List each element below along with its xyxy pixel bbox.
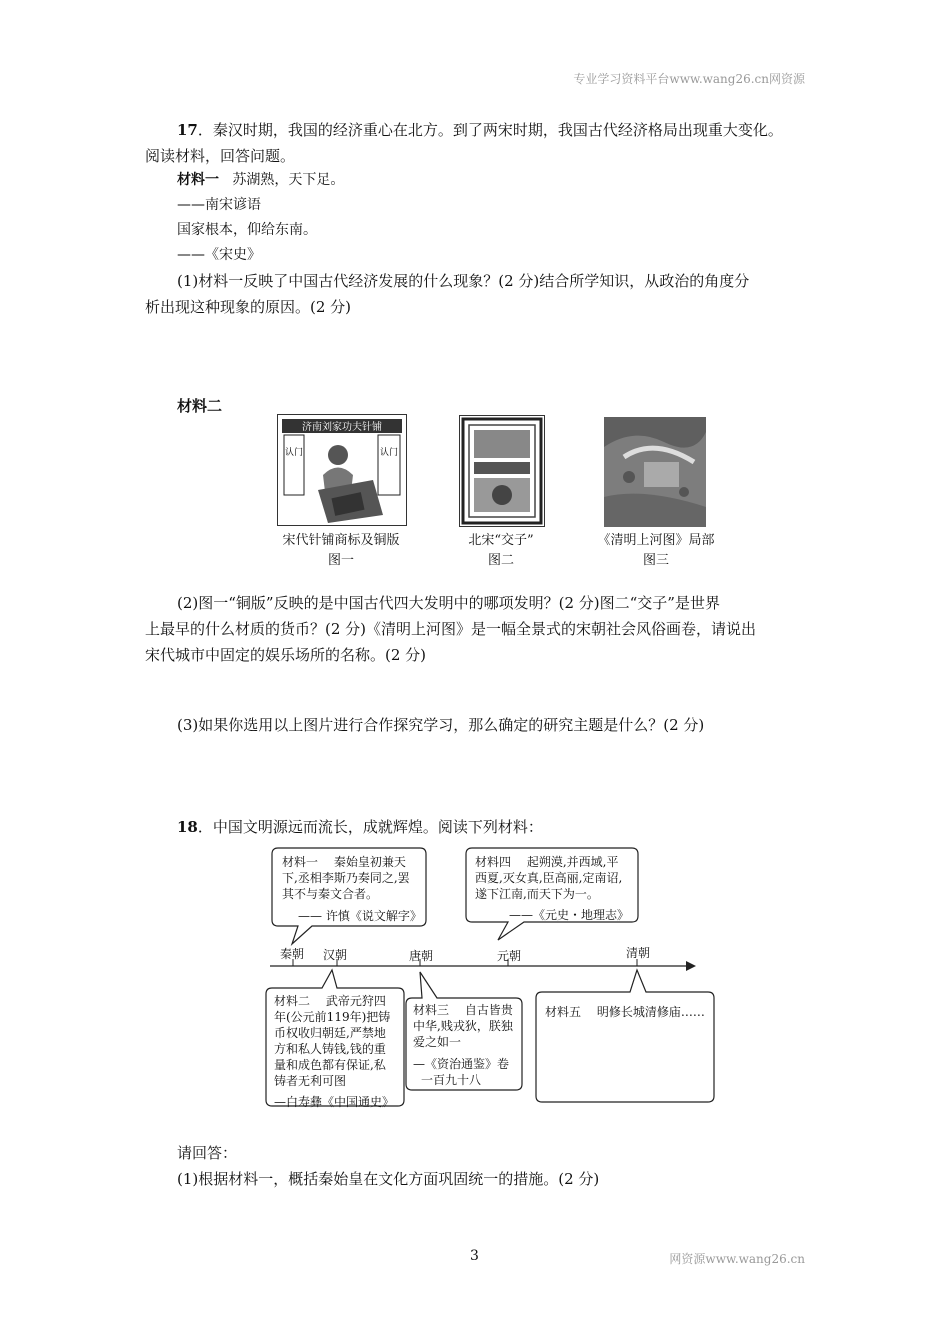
material-1-text: 材料一 秦始皇初兼天 下,丞相李斯乃奏同之,罢 其不与秦文合者。 —— 许慎《说文解字》	[282, 855, 422, 923]
footer-watermark: 网资源www.wang26.cn	[669, 1252, 805, 1266]
m1-text: 苏湖熟，天下足。	[232, 172, 345, 188]
timeline-label-qing: 清朝	[626, 946, 651, 960]
figure-2-jiaozi-image	[459, 415, 545, 527]
q18-answer-block	[145, 1140, 815, 1192]
m1-label: 材料一	[177, 172, 219, 188]
q17-question-1: (1)材料一反映了中国古代经济发展的什么现象？(2 分)结合所学知识，从政治的角度分 析出现这种现象的原因。(2 分)	[145, 272, 750, 316]
timeline-label-han: 汉朝	[323, 948, 348, 962]
svg-text:认门: 认门	[284, 448, 304, 458]
q17-question-2: (2)图一“铜版”反映的是中国古代四大发明中的哪项发明？(2 分)图二“交子”是世界 上最早的什么材质的货币？(2 分)《清明上河图》是一幅全景式的宋朝社会风俗画卷，请说出 宋代城市中固定的娱乐场所的名称。(2 分)	[145, 594, 757, 664]
material-5-text: 材料五 明修长城清修庙……	[545, 1005, 705, 1019]
m1-source2: ——《宋史》	[177, 247, 261, 263]
page-number: 3	[470, 1248, 479, 1264]
q17-number: 17	[177, 121, 198, 139]
svg-text:济南刘家功夫针铺: 济南刘家功夫针铺	[302, 422, 382, 433]
q17-intro-line1: ．秦汉时期，我国的经济重心在北方。到了两宋时期，我国古代经济格局出现重大变化。	[197, 121, 783, 139]
m1-text2: 国家根本，仰给东南。	[177, 222, 317, 238]
timeline-label-tang: 唐朝	[409, 949, 434, 963]
timeline-label-yuan: 元朝	[497, 949, 522, 963]
q18-intro: 18．中国文明源远而流长，成就辉煌。阅读下列材料：	[177, 818, 543, 836]
m2-label: 材料二	[177, 397, 223, 415]
figure-3-caption: 《清明上河图》局部 图三	[597, 533, 715, 568]
q17-question-3: (3)如果你选用以上图片进行合作探究学习，那么确定的研究主题是什么？(2 分)	[177, 716, 705, 734]
m1-source1: ——南宋谚语	[177, 197, 261, 213]
figure-2-caption: 北宋“交子” 图二	[468, 533, 534, 568]
figure-1-image	[277, 414, 407, 526]
q18-question-1: (1)根据材料一，概括秦始皇在文化方面巩固统一的措施。(2 分)	[177, 1170, 600, 1188]
figure-1-caption: 宋代针铺商标及铜版 图一	[282, 533, 400, 568]
q17-intro	[145, 117, 815, 169]
q18-number: 18	[177, 818, 198, 836]
material-3-text: 材料三 自古皆贵 中华,贱戎狄，朕独 爱之如一 —《资治通鉴》卷 一百九十八	[413, 1003, 513, 1087]
header-watermark: 专业学习资料平台www.wang26.cn网资源	[573, 72, 805, 86]
timeline-label-qin: 秦朝	[280, 947, 305, 961]
material-2-text: 材料二 武帝元狩四 年(公元前119年)把铸 币权收归朝廷,严禁地 方和私人铸钱,钱的重 量和成色都有保证,私 铸者无利可图 —白寿彝《中国通史》	[274, 994, 395, 1109]
material-4-text: 材料四 起朔漠,并西域,平 西夏,灭女真,臣高丽,定南诏, 遂下江南,而天下为一。 ——《元史・地理志》	[475, 855, 630, 922]
figure-3-painting-image	[604, 417, 706, 527]
bubble-material-5	[536, 970, 714, 1102]
timeline-arrow	[686, 961, 696, 971]
answer-prompt: 请回答：	[177, 1144, 238, 1162]
q17-material-one	[145, 168, 815, 268]
svg-text:认门: 认门	[379, 448, 399, 458]
q17-intro-line2: 阅读材料，回答问题。	[145, 147, 296, 165]
